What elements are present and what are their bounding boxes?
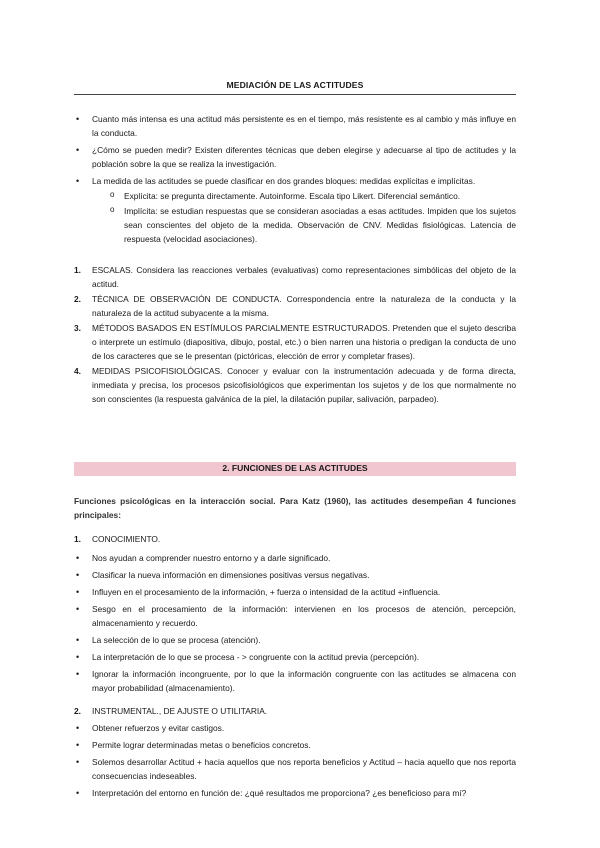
function-1-bullet bbox=[74, 650, 516, 664]
function-1-bullet-text: Sesgo en el procesamiento de la información: intervienen en los procesos de atención, percepción, almacenamiento y recuerdo. bbox=[92, 604, 516, 628]
function-2-bullet bbox=[74, 721, 516, 735]
methods-section bbox=[74, 263, 516, 407]
sub-bullet bbox=[92, 204, 516, 246]
function-2-bullet bbox=[74, 755, 516, 783]
function-2-bullet-text: Permite lograr determinadas metas o beneficios concretos. bbox=[92, 740, 311, 750]
function-1-bullet bbox=[74, 585, 516, 599]
method-number: 4. bbox=[74, 366, 81, 376]
function-2-heading bbox=[74, 704, 516, 718]
intro-section bbox=[74, 112, 516, 249]
function-2-bullet-text: Solemos desarrollar Actitud + hacia aquellos que nos reporta beneficios y Actitud – hacia aquello que nos reporta consecuencias indeseables. bbox=[92, 757, 516, 781]
function-2-section bbox=[74, 704, 516, 803]
method-text: TÉCNICA DE OBSERVACIÓN DE CONDUCTA. Correspondencia entre la naturaleza de la conducta y la naturaleza de la actitud subyacente a la misma. bbox=[92, 294, 516, 318]
intro-bullet bbox=[74, 143, 516, 171]
function-1-bullet-text: La selección de lo que se procesa (atención). bbox=[92, 635, 261, 645]
methods-list bbox=[74, 263, 516, 406]
function-1-number: 1. bbox=[74, 534, 81, 544]
measure-types-list bbox=[92, 189, 516, 246]
function-2-bullet-text: Obtener refuerzos y evitar castigos. bbox=[92, 723, 225, 733]
method-text: MÉTODOS BASADOS EN ESTÍMULOS PARCIALMENTE ESTRUCTURADOS. Pretenden que el sujeto describa o interprete un estímulo (diapositiva, dibujo, postal, etc.) o bien narren una historia o predigan la conducta de uno de los caracteres que se le presentan (pictóricas, elección de error y completar frases). bbox=[92, 323, 516, 361]
function-1-bullet bbox=[74, 633, 516, 647]
intro-bullet-text: La medida de las actitudes se puede clasificar en dos grandes bloques: medidas explícitas e implícitas. bbox=[92, 176, 476, 186]
sub-bullet bbox=[92, 189, 516, 203]
function-1-bullet bbox=[74, 602, 516, 630]
method-item bbox=[74, 263, 516, 291]
function-1-bullet-text: La interpretación de lo que se procesa - > congruente con la actitud previa (percepción). bbox=[92, 652, 420, 662]
page-title: MEDIACIÓN DE LAS ACTITUDES bbox=[226, 80, 364, 90]
intro-bullet bbox=[74, 112, 516, 140]
intro-bullet-text: Cuanto más intensa es una actitud más persistente es en el tiempo, más resistente es al cambio y más influye en la conducta. bbox=[92, 114, 516, 138]
method-item bbox=[74, 321, 516, 363]
method-number: 3. bbox=[74, 323, 81, 333]
method-number: 1. bbox=[74, 265, 81, 275]
sub-bullet-text: Explícita: se pregunta directamente. Autoinforme. Escala tipo Likert. Diferencial semántico. bbox=[124, 191, 461, 201]
function-1-bullet-text: Clasificar la nueva información en dimensiones positivas versus negativas. bbox=[92, 570, 370, 580]
function-1-bullet bbox=[74, 667, 516, 695]
method-item bbox=[74, 292, 516, 320]
function-1-heading bbox=[74, 532, 516, 546]
function-1-bullet-text: Influyen en el procesamiento de la información, + fuerza o intensidad de la actitud +influencia. bbox=[92, 587, 441, 597]
section-intro: Funciones psicológicas en la interacción social. Para Katz (1960), las actitudes desempeñan 4 funciones principales: bbox=[74, 496, 516, 520]
method-text: MEDIDAS PSICOFISIOLÓGICAS. Conocer y evaluar con la instrumentación adecuada y de forma directa, inmediata y precisa, los procesos psicofisiológicos que experimentan los sujetos y de los que normalmente no son conscientes (la respuesta galvánica de la piel, la dilatación pupilar, salivación, parpadeo). bbox=[92, 366, 516, 404]
function-1-title: CONOCIMIENTO. bbox=[92, 534, 161, 544]
function-2-title: INSTRUMENTAL., DE AJUSTE O UTILITARIA. bbox=[92, 706, 268, 716]
function-2-bullet bbox=[74, 786, 516, 800]
function-2-number: 2. bbox=[74, 706, 81, 716]
intro-bullet bbox=[74, 174, 516, 246]
intro-bullet-list bbox=[74, 112, 516, 246]
method-text: ESCALAS. Considera las reacciones verbales (evaluativas) como representaciones simbólicas del objeto de la actitud. bbox=[92, 265, 516, 289]
method-item bbox=[74, 364, 516, 406]
function-2-bullet bbox=[74, 738, 516, 752]
function-1-bullet bbox=[74, 551, 516, 565]
function-1-bullet-text: Ignorar la información incongruente, por lo que la información congruente con las actitudes se almacena con mayor probabilidad (almacenamiento). bbox=[92, 669, 516, 693]
function-1-bullets bbox=[74, 551, 516, 695]
function-2-bullets bbox=[74, 721, 516, 800]
method-number: 2. bbox=[74, 294, 81, 304]
sub-bullet-text: Implícita: se estudian respuestas que se consideran asociadas a esas actitudes. Impiden que los sujetos sean conscientes del objeto de la medida. Observación de CNV. Medidas fisiológicas. Latencia de respuesta (velocidad asociaciones). bbox=[124, 206, 516, 244]
intro-bullet-text: ¿Cómo se pueden medir? Existen diferentes técnicas que deben elegirse y adecuarse al tipo de actitudes y la población sobre la que se realiza la investigación. bbox=[92, 145, 516, 169]
function-2-bullet-text: Interpretación del entorno en función de: ¿qué resultados me proporciona? ¿es beneficioso para mí? bbox=[92, 788, 467, 798]
function-1-section bbox=[74, 532, 516, 698]
section-heading: 2. FUNCIONES DE LAS ACTITUDES bbox=[222, 463, 368, 473]
function-1-bullet-text: Nos ayudan a comprender nuestro entorno y a darle significado. bbox=[92, 553, 331, 563]
function-1-bullet bbox=[74, 568, 516, 582]
title-underline bbox=[74, 94, 516, 95]
